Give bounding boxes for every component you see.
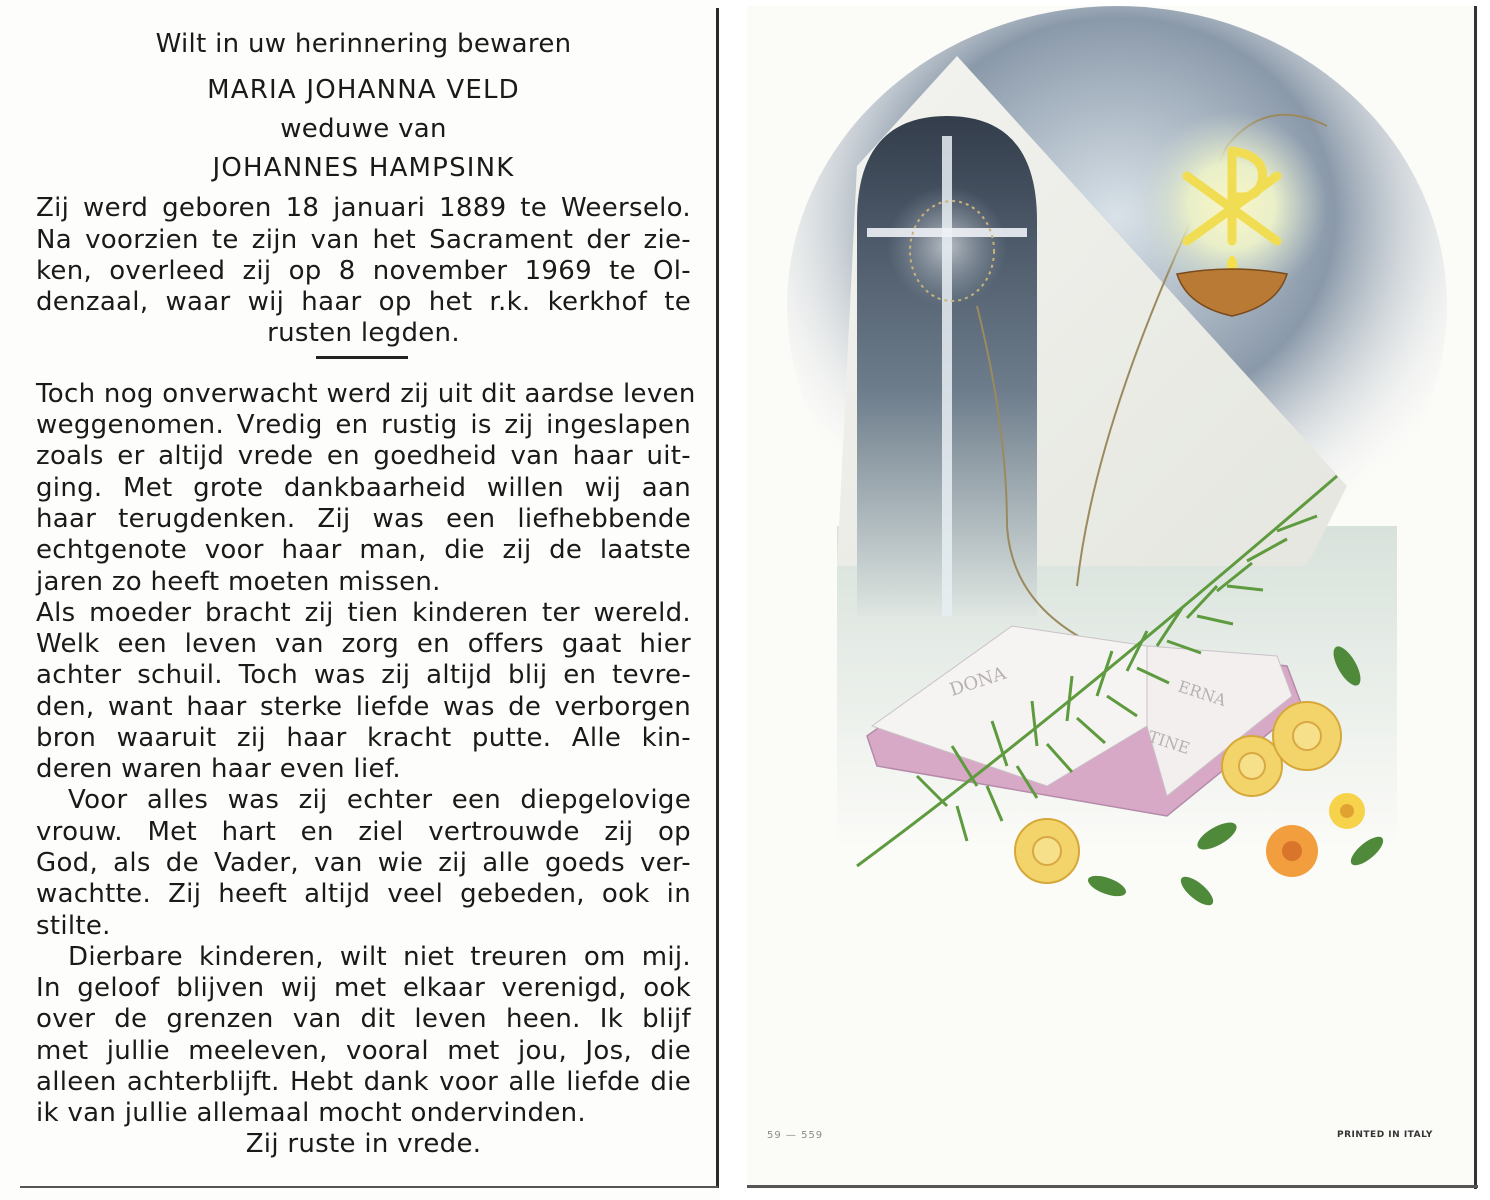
book-text: ERNA: [1175, 676, 1229, 711]
bio-line: Zij werd geboren 18 januari 1889 te Weerselo.: [36, 193, 691, 223]
cross-bar: [867, 228, 1027, 237]
card-edge: [1474, 6, 1477, 1189]
bio-line: rusten legden.: [267, 318, 460, 348]
body-line: zoals er altijd vrede en goedheid van haar uit-: [36, 441, 691, 471]
body-line: vrouw. Met hart en ziel vertrouwde zij op: [36, 817, 691, 847]
body-line: deren waren haar even lief.: [36, 754, 401, 784]
body-line: haar terugdenken. Zij was een liefhebbende: [36, 504, 691, 534]
body-line: alleen achterblijft. Hebt dank voor alle liefde die: [36, 1067, 691, 1097]
body-line: jaren zo heeft moeten missen.: [36, 567, 441, 597]
body-line: Als moeder bracht zij tien kinderen ter wereld.: [36, 598, 691, 628]
card-edge: [716, 8, 719, 1188]
body-line: achter schuil. Toch was zij altijd blij en tevre-: [36, 660, 691, 690]
closing-line: Zij ruste in vrede.: [245, 1129, 482, 1159]
body-line: Dierbare kinderen, wilt niet treuren om mij.: [68, 942, 691, 972]
body-line: ging. Met grote dankbaarheid willen wij aan: [36, 473, 691, 503]
relation-text: weduwe van: [280, 114, 447, 144]
body-line: God, als de Vader, van wie zij alle goeds ver-: [36, 848, 691, 878]
card-edge: [747, 1185, 1478, 1188]
memorial-text-card: [0, 0, 720, 1200]
holy-card-picture: [747, 6, 1478, 1189]
spouse-name: JOHANNES HAMPSINK: [212, 153, 515, 183]
body-line: stilte.: [36, 911, 111, 941]
body-line: Voor alles was zij echter een diepgelovige: [68, 785, 691, 815]
heading: Wilt in uw herinnering bewaren: [155, 29, 572, 59]
book-text: DONA: [947, 662, 1009, 701]
body-line: wachtte. Zij heeft altijd veel gebeden, ook in: [36, 879, 691, 909]
print-code: 59 — 559: [767, 1130, 824, 1141]
bio-line: denzaal, waar wij haar op het r.k. kerkhof te: [36, 287, 691, 317]
card-edge: [20, 1186, 718, 1188]
bio-line: ken, overleed zij op 8 november 1969 te Ol-: [36, 256, 691, 286]
divider-rule: [316, 356, 408, 359]
bio-line: Na voorzien te zijn van het Sacrament der zie-: [36, 225, 691, 255]
body-line: weggenomen. Vredig en rustig is zij ingeslapen: [36, 410, 691, 440]
body-line: over de grenzen van dit leven heen. Ik blijf: [36, 1004, 691, 1034]
body-line: Toch nog onverwacht werd zij uit dit aardse leven: [36, 379, 696, 409]
book-text: TINE: [1145, 726, 1193, 758]
body-line: bron waaruit zij haar kracht putte. Alle kin-: [36, 723, 691, 753]
body-line: den, want haar sterke liefde was de verborgen: [36, 692, 691, 722]
body-line: In geloof blijven wij met elkaar verenigd, ook: [36, 973, 691, 1003]
body-line: met jullie meeleven, vooral met jou, Jos, die: [36, 1036, 691, 1066]
body-line: ik van jullie allemaal mocht ondervinden.: [36, 1098, 586, 1128]
body-line: Welk een leven van zorg en offers gaat hier: [36, 629, 691, 659]
printed-in-label: PRINTED IN ITALY: [1337, 1130, 1433, 1140]
holy-card-illustration: [747, 6, 1478, 1189]
body-line: echtgenote voor haar man, die zij de laatste: [36, 535, 691, 565]
deceased-name: MARIA JOHANNA VELD: [207, 75, 520, 105]
cross-icon: [942, 136, 952, 616]
